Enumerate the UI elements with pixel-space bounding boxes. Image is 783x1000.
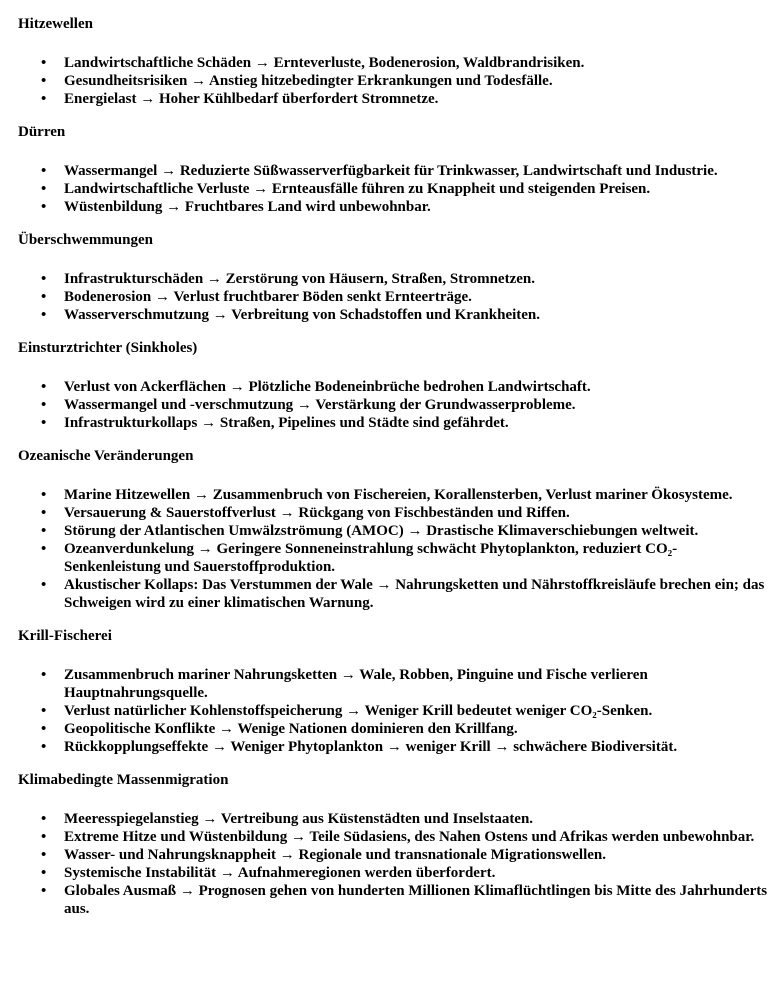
list-item-text: Zusammenbruch mariner Nahrungsketten → Wale, Robben, Pinguine und Fische verlieren Hauptnahrungsquelle. [64, 667, 648, 701]
bullet-icon: • [41, 91, 47, 107]
list-item [18, 198, 773, 216]
section-title: Klimabedingte Massenmigration [18, 772, 229, 788]
bullet-icon: • [41, 739, 47, 755]
list-item-text: Wasserverschmutzung → Verbreitung von Schadstoffen und Krankheiten. [64, 307, 541, 323]
bullet-list [18, 270, 773, 324]
bullet-icon: • [41, 397, 47, 413]
list-item-text: Infrastrukturkollaps → Straßen, Pipelines und Städte sind gefährdet. [64, 415, 509, 431]
bullet-icon: • [41, 289, 47, 305]
list-item-text: Versauerung & Sauerstoffverlust → Rückgang von Fischbeständen und Riffen. [64, 505, 570, 521]
list-item-text: Gesundheitsrisiken → Anstieg hitzebedingter Erkrankungen und Todesfälle. [64, 73, 553, 89]
bullet-icon: • [41, 379, 47, 395]
section [18, 231, 773, 324]
list-item [18, 288, 773, 306]
bullet-icon: • [41, 829, 47, 845]
list-item [18, 378, 773, 396]
bullet-list [18, 810, 773, 918]
bullet-icon: • [41, 847, 47, 863]
bullet-list [18, 378, 773, 432]
list-item [18, 810, 773, 828]
bullet-icon: • [41, 523, 47, 539]
list-item-text: Geopolitische Konflikte → Wenige Nationen dominieren den Krillfang. [64, 721, 518, 737]
list-item-text: Wasser- und Nahrungsknappheit → Regionale und transnationale Migrationswellen. [64, 847, 607, 863]
list-item [18, 72, 773, 90]
bullet-list [18, 666, 773, 756]
bullet-list [18, 486, 773, 612]
list-item [18, 180, 773, 198]
list-item [18, 882, 773, 918]
list-item-text: Bodenerosion → Verlust fruchtbarer Böden senkt Ernteerträge. [64, 289, 472, 305]
list-item [18, 306, 773, 324]
list-item-text: Extreme Hitze und Wüstenbildung → Teile Südasiens, des Nahen Ostens und Afrikas werden unbewohnbar. [64, 829, 755, 845]
list-item [18, 738, 773, 756]
list-item [18, 504, 773, 522]
bullet-icon: • [41, 865, 47, 881]
section-title: Ozeanische Veränderungen [18, 448, 194, 464]
list-item-text: Landwirtschaftliche Verluste → Ernteausfälle führen zu Knappheit und steigenden Preisen. [64, 181, 651, 197]
bullet-icon: • [41, 163, 47, 179]
section-title: Krill-Fischerei [18, 628, 112, 644]
bullet-icon: • [41, 721, 47, 737]
bullet-icon: • [41, 703, 47, 719]
list-item-text: Globales Ausmaß → Prognosen gehen von hunderten Millionen Klimaflüchtlingen bis Mitte des Jahrhunderts aus. [64, 883, 768, 917]
list-item-text: Wassermangel → Reduzierte Süßwasserverfügbarkeit für Trinkwasser, Landwirtschaft und Industrie. [64, 163, 718, 179]
bullet-list [18, 54, 773, 108]
list-item-text: Infrastrukturschäden → Zerstörung von Häusern, Straßen, Stromnetzen. [64, 271, 535, 287]
section [18, 339, 773, 432]
bullet-icon: • [41, 883, 47, 899]
list-item-text: Landwirtschaftliche Schäden → Ernteverluste, Bodenerosion, Waldbrandrisiken. [64, 55, 585, 71]
section [18, 123, 773, 216]
bullet-icon: • [41, 199, 47, 215]
list-item-text: Akustischer Kollaps: Das Verstummen der Wale → Nahrungsketten und Nährstoffkreisläufe brechen ein; das Schweigen wird zu einer klimatischen Warnung. [64, 577, 765, 611]
list-item [18, 702, 773, 720]
bullet-icon: • [41, 667, 47, 683]
bullet-icon: • [41, 271, 47, 287]
bullet-icon: • [41, 541, 47, 557]
list-item [18, 270, 773, 288]
list-item-text: Systemische Instabilität → Aufnahmeregionen werden überfordert. [64, 865, 496, 881]
bullet-icon: • [41, 811, 47, 827]
list-item [18, 540, 773, 576]
list-item [18, 90, 773, 108]
section [18, 15, 773, 108]
section [18, 627, 773, 756]
list-item-text: Wüstenbildung → Fruchtbares Land wird unbewohnbar. [64, 199, 431, 215]
list-item-text: Störung der Atlantischen Umwälzströmung (AMOC) → Drastische Klimaverschiebungen weltweit. [64, 523, 699, 539]
bullet-list [18, 162, 773, 216]
list-item-text: Verlust von Ackerflächen → Plötzliche Bodeneinbrüche bedrohen Landwirtschaft. [64, 379, 591, 395]
list-item-text: Marine Hitzewellen → Zusammenbruch von Fischereien, Korallensterben, Verlust mariner Ökosysteme. [64, 487, 733, 503]
list-item [18, 720, 773, 738]
bullet-icon: • [41, 415, 47, 431]
section-title: Einsturztrichter (Sinkholes) [18, 340, 198, 356]
list-item [18, 576, 773, 612]
list-item-text: Ozeanverdunkelung → Geringere Sonneneinstrahlung schwächt Phytoplankton, reduziert CO₂-Senkenleistung und Sauerstoffproduktion. [64, 541, 678, 575]
list-item [18, 666, 773, 702]
list-item-text: Verlust natürlicher Kohlenstoffspeicherung → Weniger Krill bedeutet weniger CO₂-Senken. [64, 703, 653, 719]
list-item-text: Energielast → Hoher Kühlbedarf überfordert Stromnetze. [64, 91, 439, 107]
bullet-icon: • [41, 487, 47, 503]
list-item [18, 828, 773, 846]
section [18, 447, 773, 612]
section-title: Dürren [18, 124, 66, 140]
list-item [18, 396, 773, 414]
bullet-icon: • [41, 577, 47, 593]
list-item-text: Meeresspiegelanstieg → Vertreibung aus Küstenstädten und Inselstaaten. [64, 811, 534, 827]
bullet-icon: • [41, 307, 47, 323]
list-item [18, 486, 773, 504]
bullet-icon: • [41, 73, 47, 89]
section-title: Hitzewellen [18, 16, 93, 32]
list-item-text: Rückkopplungseffekte → Weniger Phytoplankton → weniger Krill → schwächere Biodiversität. [64, 739, 678, 755]
section [18, 771, 773, 918]
list-item [18, 414, 773, 432]
list-item-text: Wassermangel und -verschmutzung → Verstärkung der Grundwasserprobleme. [64, 397, 576, 413]
bullet-icon: • [41, 181, 47, 197]
list-item [18, 54, 773, 72]
section-title: Überschwemmungen [18, 232, 153, 248]
bullet-icon: • [41, 505, 47, 521]
list-item [18, 846, 773, 864]
list-item [18, 162, 773, 180]
list-item [18, 864, 773, 882]
bullet-icon: • [41, 55, 47, 71]
document [18, 15, 773, 933]
list-item [18, 522, 773, 540]
